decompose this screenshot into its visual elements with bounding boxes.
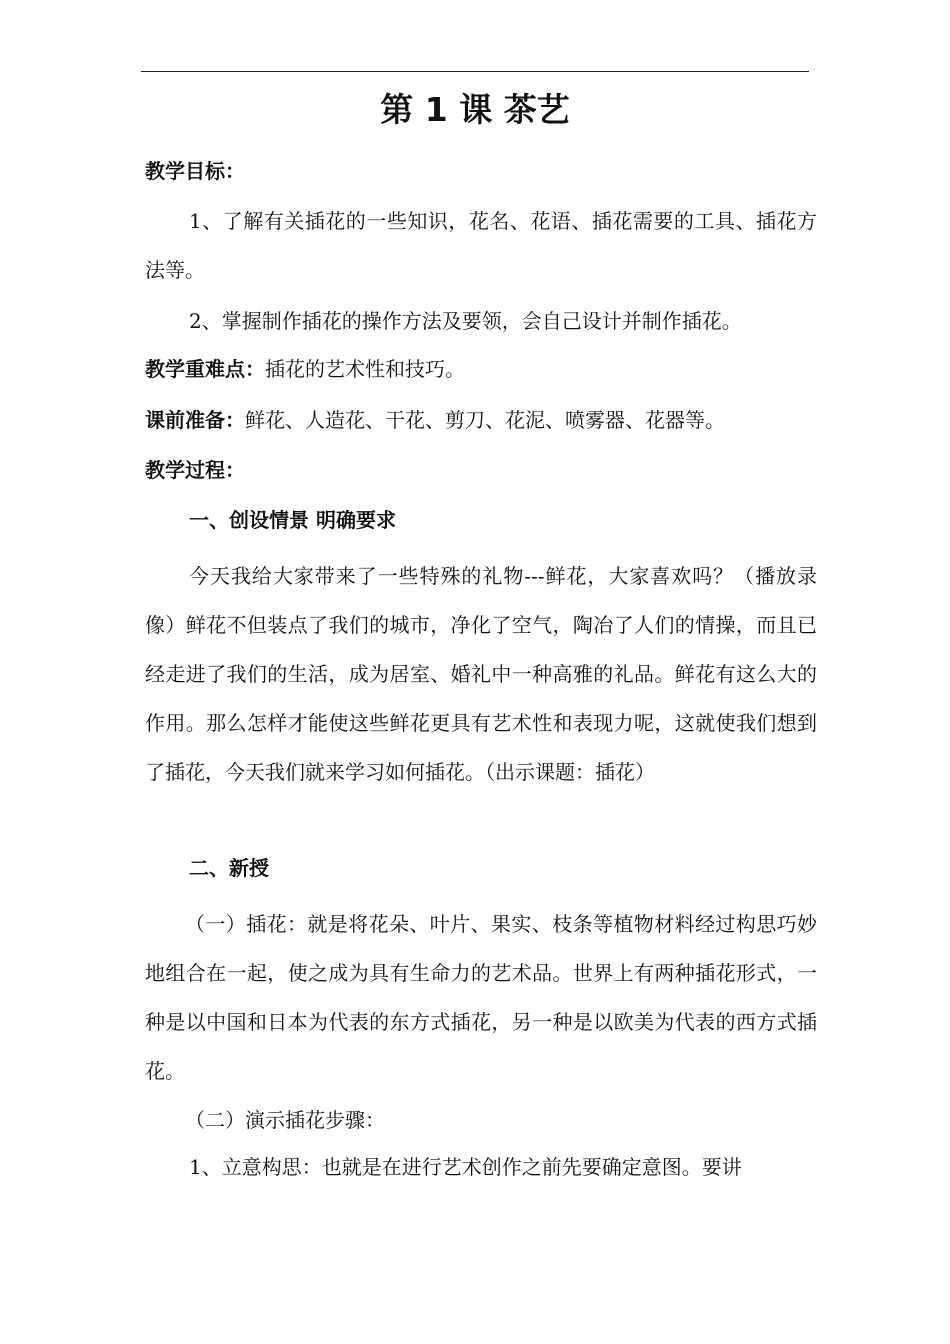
- header-rule: [141, 71, 809, 72]
- key-points: [145, 352, 817, 386]
- section-2-heading: 二、新授: [189, 856, 269, 880]
- process-label: 教学过程：: [145, 458, 245, 482]
- objective-item-1: 1、了解有关插花的一些知识，花名、花语、插花需要的工具、插花方法等。: [145, 209, 817, 282]
- preparation: [145, 403, 817, 437]
- preparation-text: 鲜花、人造花、干花、剪刀、花泥、喷雾器、花器等。: [245, 408, 725, 432]
- preparation-label: 课前准备：: [145, 408, 245, 432]
- objectives-label: 教学目标：: [145, 159, 245, 183]
- section-2-paragraph-1: （一）插花：就是将花朵、叶片、果实、枝条等植物材料经过构思巧妙地组合在一起，使之成为具有生命力的艺术品。世界上有两种插花形式，一种是以中国和日本为代表的东方式插花，另一种是以欧美为代表的西方式插花。: [145, 912, 817, 1083]
- section-1-paragraph: 今天我给大家带来了一些特殊的礼物---鲜花，大家喜欢吗？（播放录像）鲜花不但装点了我们的城市，净化了空气，陶冶了人们的情操，而且已经走进了我们的生活，成为居室、婚礼中一种高雅的礼品。鲜花有这么大的作用。那么怎样才能使这些鲜花更具有艺术性和表现力呢，这就使我们想到了插花，今天我们就来学习如何插花。（出示课题：插花）: [145, 564, 817, 784]
- section-2-paragraph-2: （二）演示插花步骤：: [185, 1108, 385, 1132]
- section-1-heading: 一、创设情景 明确要求: [189, 508, 396, 532]
- section-2-paragraph-3: 1、立意构思：也就是在进行艺术创作之前先要确定意图。要讲: [189, 1155, 742, 1179]
- page-title: 第 1 课 茶艺: [380, 90, 570, 129]
- key-points-label: 教学重难点：: [145, 357, 265, 381]
- objective-item-2: 2、掌握制作插花的操作方法及要领，会自己设计并制作插花。: [189, 309, 742, 333]
- key-points-text: 插花的艺术性和技巧。: [265, 357, 465, 381]
